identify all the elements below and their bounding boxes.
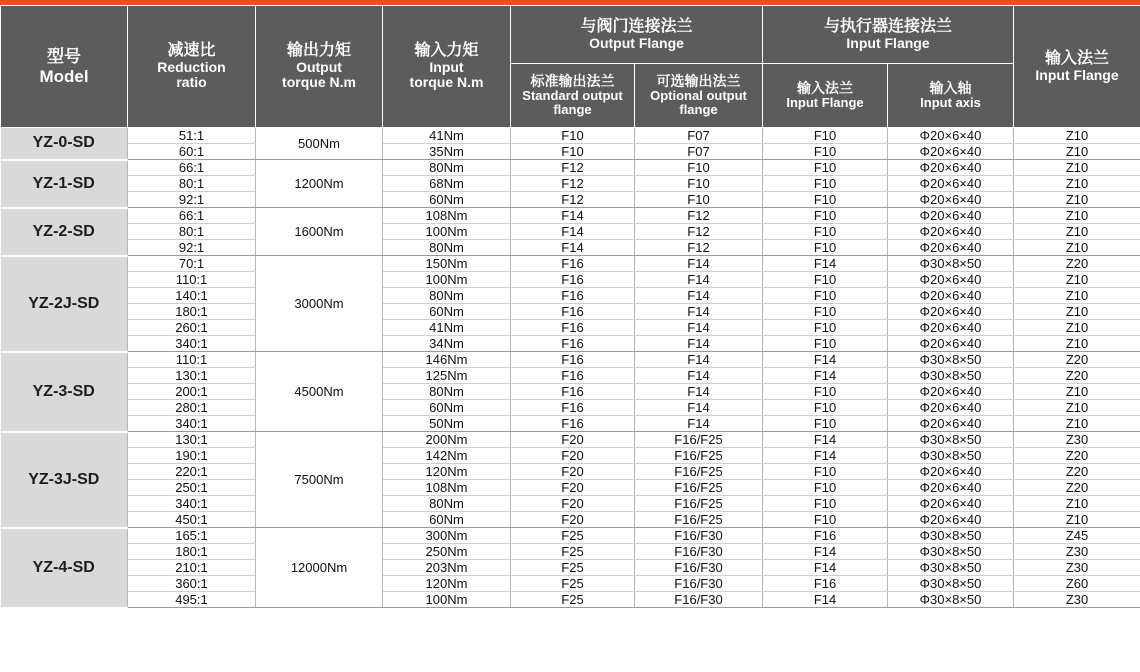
input-flange-cell: Z10: [1014, 496, 1140, 512]
input-torque-cell: 146Nm: [383, 352, 511, 368]
reduction-ratio-cell: 70:1: [128, 256, 256, 272]
optional-output-flange-cell: F16/F30: [635, 560, 763, 576]
reduction-ratio-cell: 92:1: [128, 192, 256, 208]
input-axis-cell: Φ20×6×40: [888, 480, 1014, 496]
input-flange-cell: Z10: [1014, 512, 1140, 528]
output-torque-cell: 1600Nm: [256, 208, 383, 256]
actuator-input-flange-cell: F10: [763, 160, 888, 176]
table-row: [1, 528, 1140, 544]
input-flange-cell: Z10: [1014, 336, 1140, 352]
input-flange-cell: Z10: [1014, 320, 1140, 336]
input-flange-cell: Z10: [1014, 416, 1140, 432]
specification-table-body: [1, 128, 1140, 608]
standard-output-flange-cell: F20: [511, 464, 635, 480]
input-flange-cell: Z10: [1014, 208, 1140, 224]
actuator-input-flange-cell: F14: [763, 560, 888, 576]
header-input-torque: 输入力矩 Input torque N.m: [383, 6, 511, 128]
input-torque-cell: 120Nm: [383, 464, 511, 480]
reduction-ratio-cell: 140:1: [128, 288, 256, 304]
input-torque-cell: 34Nm: [383, 336, 511, 352]
reduction-ratio-cell: 450:1: [128, 512, 256, 528]
table-row: [1, 592, 1140, 608]
input-flange-cell: Z30: [1014, 432, 1140, 448]
standard-output-flange-cell: F20: [511, 480, 635, 496]
input-axis-cell: Φ30×8×50: [888, 432, 1014, 448]
reduction-ratio-cell: 495:1: [128, 592, 256, 608]
input-flange-cell: Z20: [1014, 480, 1140, 496]
input-torque-cell: 142Nm: [383, 448, 511, 464]
header-input-flange: 输入法兰 Input Flange: [1014, 6, 1140, 128]
actuator-input-flange-cell: F10: [763, 224, 888, 240]
reduction-ratio-cell: 130:1: [128, 368, 256, 384]
input-torque-cell: 68Nm: [383, 176, 511, 192]
actuator-input-flange-cell: F14: [763, 448, 888, 464]
reduction-ratio-cell: 66:1: [128, 160, 256, 176]
actuator-input-flange-cell: F14: [763, 544, 888, 560]
input-axis-cell: Φ20×6×40: [888, 416, 1014, 432]
input-axis-cell: Φ30×8×50: [888, 560, 1014, 576]
input-axis-cell: Φ20×6×40: [888, 240, 1014, 256]
standard-output-flange-cell: F10: [511, 144, 635, 160]
actuator-input-flange-cell: F14: [763, 368, 888, 384]
input-flange-cell: Z10: [1014, 176, 1140, 192]
input-axis-cell: Φ20×6×40: [888, 304, 1014, 320]
standard-output-flange-cell: F20: [511, 496, 635, 512]
standard-output-flange-cell: F16: [511, 336, 635, 352]
actuator-input-flange-cell: F16: [763, 576, 888, 592]
input-axis-cell: Φ20×6×40: [888, 400, 1014, 416]
input-flange-cell: Z10: [1014, 192, 1140, 208]
table-row: [1, 160, 1140, 176]
table-row: [1, 384, 1140, 400]
input-axis-cell: Φ30×8×50: [888, 576, 1014, 592]
input-torque-cell: 150Nm: [383, 256, 511, 272]
input-axis-cell: Φ20×6×40: [888, 176, 1014, 192]
header-output-torque: 输出力矩 Output torque N.m: [256, 6, 383, 128]
reduction-ratio-cell: 260:1: [128, 320, 256, 336]
header-actuator-input-flange: 输入法兰 Input Flange: [763, 64, 888, 128]
model-cell: YZ-3J-SD: [1, 432, 128, 528]
standard-output-flange-cell: F12: [511, 160, 635, 176]
input-flange-cell: Z45: [1014, 528, 1140, 544]
input-axis-cell: Φ20×6×40: [888, 496, 1014, 512]
table-row: [1, 208, 1140, 224]
table-row: [1, 144, 1140, 160]
table-row: [1, 512, 1140, 528]
standard-output-flange-cell: F14: [511, 224, 635, 240]
model-cell: YZ-4-SD: [1, 528, 128, 608]
standard-output-flange-cell: F16: [511, 256, 635, 272]
actuator-input-flange-cell: F10: [763, 496, 888, 512]
standard-output-flange-cell: F20: [511, 432, 635, 448]
table-row: [1, 320, 1140, 336]
input-axis-cell: Φ30×8×50: [888, 368, 1014, 384]
table-row: [1, 272, 1140, 288]
table-row: [1, 192, 1140, 208]
input-flange-cell: Z20: [1014, 448, 1140, 464]
output-torque-cell: 12000Nm: [256, 528, 383, 608]
table-row: [1, 304, 1140, 320]
output-torque-cell: 500Nm: [256, 128, 383, 160]
table-row: [1, 368, 1140, 384]
input-torque-cell: 203Nm: [383, 560, 511, 576]
input-flange-cell: Z10: [1014, 400, 1140, 416]
input-axis-cell: Φ20×6×40: [888, 144, 1014, 160]
input-flange-cell: Z20: [1014, 352, 1140, 368]
table-row: [1, 432, 1140, 448]
optional-output-flange-cell: F16/F25: [635, 496, 763, 512]
input-axis-cell: Φ30×8×50: [888, 352, 1014, 368]
standard-output-flange-cell: F25: [511, 528, 635, 544]
input-torque-cell: 250Nm: [383, 544, 511, 560]
input-axis-cell: Φ20×6×40: [888, 224, 1014, 240]
optional-output-flange-cell: F10: [635, 192, 763, 208]
table-row: [1, 464, 1140, 480]
reduction-ratio-cell: 80:1: [128, 176, 256, 192]
table-row: [1, 176, 1140, 192]
optional-output-flange-cell: F14: [635, 352, 763, 368]
reduction-ratio-cell: 92:1: [128, 240, 256, 256]
reduction-ratio-cell: 165:1: [128, 528, 256, 544]
input-torque-cell: 100Nm: [383, 224, 511, 240]
standard-output-flange-cell: F16: [511, 352, 635, 368]
input-axis-cell: Φ20×6×40: [888, 128, 1014, 144]
actuator-input-flange-cell: F10: [763, 176, 888, 192]
actuator-input-flange-cell: F16: [763, 528, 888, 544]
standard-output-flange-cell: F10: [511, 128, 635, 144]
input-flange-cell: Z10: [1014, 160, 1140, 176]
input-torque-cell: 41Nm: [383, 128, 511, 144]
optional-output-flange-cell: F14: [635, 288, 763, 304]
actuator-input-flange-cell: F10: [763, 128, 888, 144]
header-input-flange-group: 与执行器连接法兰 Input Flange: [763, 6, 1014, 64]
table-row: [1, 352, 1140, 368]
reduction-ratio-cell: 360:1: [128, 576, 256, 592]
standard-output-flange-cell: F25: [511, 592, 635, 608]
reduction-ratio-cell: 60:1: [128, 144, 256, 160]
input-torque-cell: 100Nm: [383, 592, 511, 608]
standard-output-flange-cell: F25: [511, 560, 635, 576]
reduction-ratio-cell: 200:1: [128, 384, 256, 400]
input-torque-cell: 80Nm: [383, 496, 511, 512]
standard-output-flange-cell: F16: [511, 304, 635, 320]
table-row: [1, 496, 1140, 512]
table-row: [1, 416, 1140, 432]
input-flange-cell: Z10: [1014, 288, 1140, 304]
input-torque-cell: 80Nm: [383, 288, 511, 304]
input-torque-cell: 60Nm: [383, 512, 511, 528]
standard-output-flange-cell: F25: [511, 544, 635, 560]
input-flange-cell: Z10: [1014, 304, 1140, 320]
actuator-input-flange-cell: F10: [763, 512, 888, 528]
input-axis-cell: Φ30×8×50: [888, 448, 1014, 464]
input-flange-cell: Z10: [1014, 384, 1140, 400]
output-torque-cell: 7500Nm: [256, 432, 383, 528]
actuator-input-flange-cell: F10: [763, 400, 888, 416]
optional-output-flange-cell: F16/F30: [635, 528, 763, 544]
standard-output-flange-cell: F25: [511, 576, 635, 592]
input-torque-cell: 60Nm: [383, 192, 511, 208]
input-torque-cell: 108Nm: [383, 480, 511, 496]
input-flange-cell: Z60: [1014, 576, 1140, 592]
input-flange-cell: Z10: [1014, 128, 1140, 144]
standard-output-flange-cell: F16: [511, 288, 635, 304]
specification-table: [0, 5, 1140, 609]
model-cell: YZ-3-SD: [1, 352, 128, 432]
input-axis-cell: Φ30×8×50: [888, 544, 1014, 560]
optional-output-flange-cell: F10: [635, 176, 763, 192]
standard-output-flange-cell: F20: [511, 448, 635, 464]
input-axis-cell: Φ20×6×40: [888, 320, 1014, 336]
optional-output-flange-cell: F14: [635, 320, 763, 336]
header-reduction-ratio: 减速比 Reduction ratio: [128, 6, 256, 128]
model-cell: YZ-2J-SD: [1, 256, 128, 352]
optional-output-flange-cell: F14: [635, 272, 763, 288]
input-flange-cell: Z30: [1014, 592, 1140, 608]
input-flange-cell: Z10: [1014, 240, 1140, 256]
input-torque-cell: 60Nm: [383, 304, 511, 320]
input-torque-cell: 200Nm: [383, 432, 511, 448]
optional-output-flange-cell: F14: [635, 368, 763, 384]
input-torque-cell: 125Nm: [383, 368, 511, 384]
standard-output-flange-cell: F12: [511, 192, 635, 208]
table-row: [1, 400, 1140, 416]
table-row: [1, 256, 1140, 272]
input-axis-cell: Φ20×6×40: [888, 464, 1014, 480]
actuator-input-flange-cell: F10: [763, 208, 888, 224]
optional-output-flange-cell: F07: [635, 128, 763, 144]
actuator-input-flange-cell: F10: [763, 320, 888, 336]
input-flange-cell: Z20: [1014, 256, 1140, 272]
input-flange-cell: Z20: [1014, 368, 1140, 384]
optional-output-flange-cell: F12: [635, 208, 763, 224]
reduction-ratio-cell: 110:1: [128, 352, 256, 368]
input-flange-cell: Z10: [1014, 272, 1140, 288]
optional-output-flange-cell: F16/F30: [635, 592, 763, 608]
header-standard-output-flange: 标准输出法兰 Standard output flange: [511, 64, 635, 128]
table-row: [1, 336, 1140, 352]
header-optional-output-flange: 可选输出法兰 Optional output flange: [635, 64, 763, 128]
actuator-input-flange-cell: F14: [763, 432, 888, 448]
optional-output-flange-cell: F16/F25: [635, 512, 763, 528]
actuator-input-flange-cell: F10: [763, 480, 888, 496]
table-row: [1, 448, 1140, 464]
optional-output-flange-cell: F14: [635, 400, 763, 416]
optional-output-flange-cell: F16/F25: [635, 448, 763, 464]
input-axis-cell: Φ30×8×50: [888, 256, 1014, 272]
model-cell: YZ-2-SD: [1, 208, 128, 256]
input-flange-cell: Z10: [1014, 144, 1140, 160]
actuator-input-flange-cell: F10: [763, 304, 888, 320]
standard-output-flange-cell: F16: [511, 320, 635, 336]
optional-output-flange-cell: F14: [635, 336, 763, 352]
output-torque-cell: 4500Nm: [256, 352, 383, 432]
input-torque-cell: 80Nm: [383, 240, 511, 256]
actuator-input-flange-cell: F10: [763, 288, 888, 304]
input-torque-cell: 80Nm: [383, 160, 511, 176]
table-row: [1, 544, 1140, 560]
input-axis-cell: Φ20×6×40: [888, 160, 1014, 176]
input-axis-cell: Φ20×6×40: [888, 336, 1014, 352]
reduction-ratio-cell: 340:1: [128, 496, 256, 512]
input-torque-cell: 50Nm: [383, 416, 511, 432]
header-input-axis: 输入轴 Input axis: [888, 64, 1014, 128]
optional-output-flange-cell: F16/F30: [635, 576, 763, 592]
optional-output-flange-cell: F16/F25: [635, 480, 763, 496]
reduction-ratio-cell: 190:1: [128, 448, 256, 464]
standard-output-flange-cell: F16: [511, 384, 635, 400]
reduction-ratio-cell: 340:1: [128, 416, 256, 432]
reduction-ratio-cell: 80:1: [128, 224, 256, 240]
table-row: [1, 560, 1140, 576]
reduction-ratio-cell: 210:1: [128, 560, 256, 576]
optional-output-flange-cell: F14: [635, 416, 763, 432]
table-row: [1, 288, 1140, 304]
input-axis-cell: Φ20×6×40: [888, 192, 1014, 208]
actuator-input-flange-cell: F10: [763, 272, 888, 288]
reduction-ratio-cell: 220:1: [128, 464, 256, 480]
actuator-input-flange-cell: F10: [763, 144, 888, 160]
optional-output-flange-cell: F14: [635, 256, 763, 272]
standard-output-flange-cell: F16: [511, 416, 635, 432]
reduction-ratio-cell: 280:1: [128, 400, 256, 416]
reduction-ratio-cell: 180:1: [128, 304, 256, 320]
actuator-input-flange-cell: F14: [763, 352, 888, 368]
optional-output-flange-cell: F12: [635, 240, 763, 256]
actuator-input-flange-cell: F10: [763, 240, 888, 256]
optional-output-flange-cell: F14: [635, 384, 763, 400]
standard-output-flange-cell: F14: [511, 208, 635, 224]
input-torque-cell: 300Nm: [383, 528, 511, 544]
optional-output-flange-cell: F14: [635, 304, 763, 320]
table-row: [1, 576, 1140, 592]
reduction-ratio-cell: 130:1: [128, 432, 256, 448]
reduction-ratio-cell: 66:1: [128, 208, 256, 224]
model-cell: YZ-0-SD: [1, 128, 128, 160]
actuator-input-flange-cell: F14: [763, 256, 888, 272]
reduction-ratio-cell: 340:1: [128, 336, 256, 352]
actuator-input-flange-cell: F10: [763, 464, 888, 480]
optional-output-flange-cell: F07: [635, 144, 763, 160]
table-row: [1, 240, 1140, 256]
header-model: 型号 Model: [1, 6, 128, 128]
table-row: [1, 128, 1140, 144]
input-flange-cell: Z20: [1014, 464, 1140, 480]
input-axis-cell: Φ20×6×40: [888, 384, 1014, 400]
input-axis-cell: Φ20×6×40: [888, 272, 1014, 288]
input-torque-cell: 41Nm: [383, 320, 511, 336]
table-row: [1, 224, 1140, 240]
input-flange-cell: Z10: [1014, 224, 1140, 240]
input-torque-cell: 108Nm: [383, 208, 511, 224]
input-axis-cell: Φ30×8×50: [888, 592, 1014, 608]
header-output-flange-group: 与阀门连接法兰 Output Flange: [511, 6, 763, 64]
reduction-ratio-cell: 180:1: [128, 544, 256, 560]
input-torque-cell: 100Nm: [383, 272, 511, 288]
input-flange-cell: Z30: [1014, 560, 1140, 576]
input-axis-cell: Φ20×6×40: [888, 512, 1014, 528]
actuator-input-flange-cell: F10: [763, 416, 888, 432]
output-torque-cell: 3000Nm: [256, 256, 383, 352]
reduction-ratio-cell: 110:1: [128, 272, 256, 288]
input-torque-cell: 60Nm: [383, 400, 511, 416]
optional-output-flange-cell: F12: [635, 224, 763, 240]
model-cell: YZ-1-SD: [1, 160, 128, 208]
standard-output-flange-cell: F16: [511, 400, 635, 416]
standard-output-flange-cell: F16: [511, 368, 635, 384]
input-axis-cell: Φ20×6×40: [888, 208, 1014, 224]
input-torque-cell: 35Nm: [383, 144, 511, 160]
actuator-input-flange-cell: F10: [763, 384, 888, 400]
reduction-ratio-cell: 51:1: [128, 128, 256, 144]
actuator-input-flange-cell: F10: [763, 336, 888, 352]
input-torque-cell: 80Nm: [383, 384, 511, 400]
input-torque-cell: 120Nm: [383, 576, 511, 592]
input-flange-cell: Z30: [1014, 544, 1140, 560]
standard-output-flange-cell: F12: [511, 176, 635, 192]
optional-output-flange-cell: F16/F25: [635, 432, 763, 448]
actuator-input-flange-cell: F14: [763, 592, 888, 608]
input-axis-cell: Φ30×8×50: [888, 528, 1014, 544]
table-row: [1, 480, 1140, 496]
standard-output-flange-cell: F14: [511, 240, 635, 256]
optional-output-flange-cell: F16/F25: [635, 464, 763, 480]
standard-output-flange-cell: F16: [511, 272, 635, 288]
actuator-input-flange-cell: F10: [763, 192, 888, 208]
optional-output-flange-cell: F10: [635, 160, 763, 176]
reduction-ratio-cell: 250:1: [128, 480, 256, 496]
input-axis-cell: Φ20×6×40: [888, 288, 1014, 304]
standard-output-flange-cell: F20: [511, 512, 635, 528]
output-torque-cell: 1200Nm: [256, 160, 383, 208]
optional-output-flange-cell: F16/F30: [635, 544, 763, 560]
